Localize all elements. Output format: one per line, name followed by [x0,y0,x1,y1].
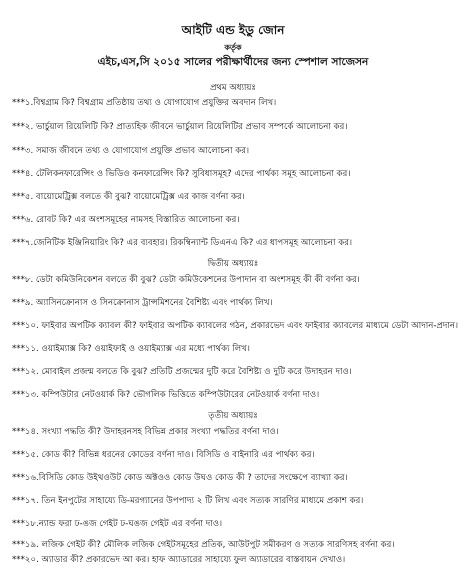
question-item: ***২০. অ্যাডার কী? প্রকারভেদ আ কর। হাফ অ্যাডারের সাহায্যে ফুল অ্যাডারের বাস্তবায়ন দেখাও। [12,555,346,565]
chapter-heading-2: দ্বিতীয় অধ্যায়ঃ [207,259,259,269]
document-byline: কর্তৃক [224,43,242,52]
question-item: ***৫. বায়োমেট্রিক্স বলতে কী বুঝ? বায়োমেট্রিক্স এর কাজ বর্ণনা কর। [12,192,245,202]
question-item: ***১১. ওয়াইম্যাক্স কি? ওয়াইফাই ও ওয়াইম্যাক্স এর মধ্যে পার্থক্য লিখ। [12,344,250,354]
question-item: ***১৭. তিন ইনপুটের সাহায্যে ডি-মরগ্যানের উপপাদ্য ২ টি লিখ এবং সত্যক সারণির মাধ্যমে প্রকাশ কর। [12,496,364,506]
question-item: ***২. ভার্চুয়াল রিয়েলিটি কি? প্রাত্যহিক জীবনে ভার্চুয়াল রিয়েলিটির প্রভাব সম্পর্কে আলোচনা কর। [12,122,348,132]
question-item: ***১০. ফাইবার অপটিক ক্যাবল কী? ফাইবার অপটিক ক্যাবলের গঠন, প্রকারভেদ এবং ফাইবার ক্যাবলের মাধ্যমে ডেটা আদান-প্রদান। [12,321,459,331]
question-item: ***৩. সমাজ জীবনে তথ্য ও যোগাযোগ প্রযুক্তি প্রভাব আলোচনা কর। [12,146,250,156]
question-item: ***১৫. কোড কী? বিভিন্ন ধরনের কোডের বর্ণনা দাও। বিসিডি ও বাইনারি এর পার্থক্য কর। [12,450,315,460]
question-item: ***৮. ডেটা কমিউনিকেশন বলতে কী বুঝ? ডেটা কমিউকেশনের উপাদান বা অংশসমূহ কী কী বর্ণনা কর। [12,275,360,285]
question-item: ***১৪. সংখ্যা পদ্ধতি কী? উদাহরনসহ বিভিন্ন প্রকার সংখ্যা পদ্ধতির বর্ণনা দাও। [12,427,279,437]
chapter-heading-3: তৃতীয় অধ্যায়ঃ [208,411,258,421]
question-item: ***১৮.ন্যান্ড ফরা ঢ-ঙজ গেইট ঢ-ঘঙজ গেইট এর বর্ণনা দাও। [12,519,223,529]
question-item: ***১.বিশ্বগ্রাম কি? বিশ্বগ্রাম প্রতিষ্ঠায় তথ্য ও যোগাযোগ প্রযুক্তির অবদান লিখ। [12,98,277,108]
question-item: ***৬. রোবট কি? এর অংশসমূহের নামসহ বিস্তারিত আলোচনা কর। [12,215,240,225]
question-item: ***১৩. কম্পিউটার নেটওয়ার্ক কি? ভৌগলিক ভিত্তিতে কম্পিউটারের নেটওয়ার্ক বর্ণনা দাও। [12,390,320,400]
question-item: ***১৯. লজিক গেইট কী? মৌলিক লজিক গেইটসমূহের প্রতিক, আউটপুট সমীকরণ ও সত্যক সারণিসহ বর্ণনা কর। [12,540,395,550]
question-item: ***৪. টেলিকনফারেন্সিং ও ভিডিও কনফারেন্সিং কি? সুবিধাসমূহ? এদের পার্থক্য সমূহ আলোচনা কর। [12,169,351,179]
question-item: ***১৬.বিসিডি কোড উইথওউট কোড অক্টওও কোড উঘও কোড কী ? তাদের সংক্ষেপে ব্যাখ্যা কর। [12,473,348,483]
document-subtitle: এইচ,এস,সি ২০১৫ সালের পরীক্ষার্থীদের জন্য স্পেশাল সাজেসন [97,56,369,68]
question-item: ***৭.জেনিটিক ইঞ্জিনিয়ারিং কি? এর ব্যবহার। রিকম্বিন্যান্ট ডিএনএ কি? এর ধাপসমূহ আলোচনা কর। [12,238,353,248]
question-item: ***৯. অ্যাসিনক্রোনাস ও সিনক্রোনাস ট্রান্সমিশনের বৈশিষ্ট্য এবং পার্থক্য লিখ। [12,298,273,308]
question-item: ***১২. মোবাইল প্রজন্ম বলতে কি বুঝ? প্রতিটি প্রজন্মের দুটি করে বৈশিষ্ট্য ও দুটি করে উদাহরন দাও। [12,367,352,377]
document-title: আইটি এন্ড ইডু জোন [181,23,285,37]
chapter-heading-1: প্রথম অধ্যায়ঃ [210,83,256,93]
